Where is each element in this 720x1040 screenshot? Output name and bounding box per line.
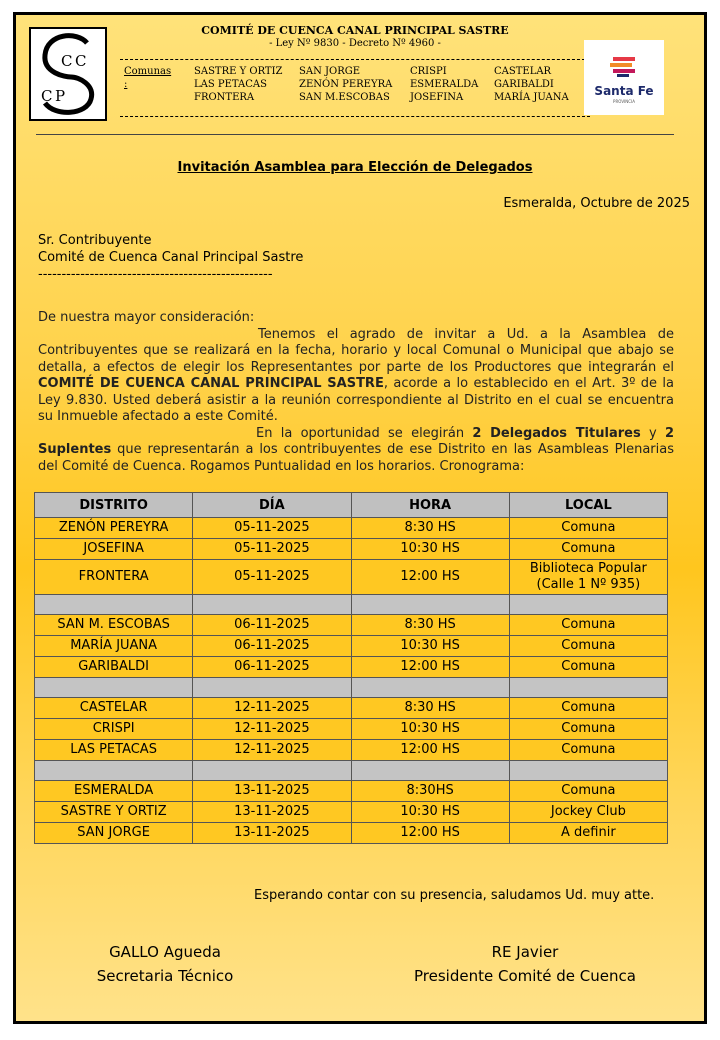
svg-text:C: C (41, 87, 53, 105)
comuna: ESMERALDA (410, 79, 479, 90)
law-decree: - Ley Nº 9830 - Decreto Nº 4960 - (269, 38, 441, 49)
comuna: SAN M.ESCOBAS (299, 92, 390, 103)
santa-fe-mark-icon (609, 56, 639, 78)
svg-text:C: C (61, 52, 73, 70)
header-rule (36, 134, 674, 135)
column-header: LOCAL (509, 493, 667, 518)
signer-name: GALLO Agueda (109, 943, 221, 961)
table-cell: 13-11-2025 (193, 802, 351, 823)
greeting: De nuestra mayor consideración: (38, 310, 255, 325)
table-row (35, 823, 668, 844)
signer-role: Presidente Comité de Cuenca (414, 967, 636, 985)
brand-sub: PROVINCIA (613, 99, 635, 104)
recipient-divider: -------------------------------------------------- (38, 267, 273, 282)
table-cell: LAS PETACAS (35, 740, 193, 761)
committee-logo (29, 27, 107, 121)
recipient-block (38, 232, 303, 283)
table-cell: FRONTERA (35, 560, 193, 595)
table-row (35, 560, 668, 595)
comuna: JOSEFINA (410, 92, 464, 103)
table-cell: 13-11-2025 (193, 823, 351, 844)
group-separator (35, 761, 668, 781)
table-cell: GARIBALDI (35, 657, 193, 678)
table-cell: Comuna (509, 719, 667, 740)
page-title: Invitación Asamblea para Elección de Delegados (177, 160, 533, 175)
svg-text:P: P (55, 87, 66, 105)
table-cell: 12:00 HS (351, 560, 509, 595)
header-divider (120, 59, 590, 60)
table-cell: Comuna (509, 698, 667, 719)
table-cell: Comuna (509, 615, 667, 636)
column-header: HORA (351, 493, 509, 518)
table-cell: Comuna (509, 740, 667, 761)
brand-name: Santa Fe (594, 84, 654, 98)
table-row (35, 802, 668, 823)
table-cell: 12-11-2025 (193, 740, 351, 761)
table-cell: CASTELAR (35, 698, 193, 719)
table-cell: 06-11-2025 (193, 615, 351, 636)
table-cell: SASTRE Y ORTIZ (35, 802, 193, 823)
table-cell: 8:30 HS (351, 615, 509, 636)
date-line: Esmeralda, Octubre de 2025 (503, 196, 690, 211)
org-title: COMITÉ DE CUENCA CANAL PRINCIPAL SASTRE (201, 24, 509, 37)
signature-right (400, 940, 650, 988)
group-separator (35, 595, 668, 615)
table-cell: ZENÓN PEREYRA (35, 518, 193, 539)
table-cell: CRISPI (35, 719, 193, 740)
table-cell: 05-11-2025 (193, 560, 351, 595)
table-row (35, 615, 668, 636)
comuna: CRISPI (410, 66, 447, 77)
table-cell: 12-11-2025 (193, 698, 351, 719)
table-row (35, 740, 668, 761)
table-cell: 10:30 HS (351, 636, 509, 657)
table-cell: 10:30 HS (351, 719, 509, 740)
header-divider (120, 116, 590, 117)
table-cell: ESMERALDA (35, 781, 193, 802)
svg-text:C: C (75, 52, 87, 70)
table-row (35, 719, 668, 740)
table-cell: 05-11-2025 (193, 539, 351, 560)
table-cell: 05-11-2025 (193, 518, 351, 539)
table-cell: 12-11-2025 (193, 719, 351, 740)
closing-line: Esperando contar con su presencia, saludamos Ud. muy atte. (254, 888, 655, 903)
letter-body (38, 310, 674, 475)
table-cell: 13-11-2025 (193, 781, 351, 802)
comuna: SAN JORGE (299, 66, 361, 77)
comuna: ZENÓN PEREYRA (299, 79, 393, 90)
table-cell: Biblioteca Popular (Calle 1 Nº 935) (509, 560, 667, 595)
signer-role: Secretaria Técnico (96, 967, 234, 985)
table-cell: Comuna (509, 657, 667, 678)
table-row (35, 518, 668, 539)
table-row (35, 539, 668, 560)
table-cell: Comuna (509, 539, 667, 560)
table-cell: Jockey Club (509, 802, 667, 823)
column-header: DISTRITO (35, 493, 193, 518)
table-row (35, 781, 668, 802)
table-row (35, 698, 668, 719)
recipient-line: Comité de Cuenca Canal Principal Sastre (38, 250, 304, 265)
comuna: MARÍA JUANA (494, 92, 569, 103)
comuna: SASTRE Y ORTIZ (194, 66, 283, 77)
table-cell: 06-11-2025 (193, 636, 351, 657)
table-cell: 8:30HS (351, 781, 509, 802)
table-cell: 8:30 HS (351, 518, 509, 539)
signer-name: RE Javier (491, 943, 559, 961)
table-cell: 12:00 HS (351, 823, 509, 844)
signature-left (80, 940, 250, 988)
table-cell: A definir (509, 823, 667, 844)
comuna: FRONTERA (194, 92, 255, 103)
table-cell: Comuna (509, 518, 667, 539)
comuna: CASTELAR (494, 66, 552, 77)
column-header: DÍA (193, 493, 351, 518)
table-cell: 06-11-2025 (193, 657, 351, 678)
table-cell: SAN M. ESCOBAS (35, 615, 193, 636)
table-row (35, 636, 668, 657)
table-cell: MARÍA JUANA (35, 636, 193, 657)
schedule-table (34, 492, 668, 844)
recipient-line: Sr. Contribuyente (38, 233, 152, 248)
comuna: GARIBALDI (494, 79, 554, 90)
table-cell: 8:30 HS (351, 698, 509, 719)
table-cell: Comuna (509, 781, 667, 802)
table-cell: 10:30 HS (351, 802, 509, 823)
table-cell: JOSEFINA (35, 539, 193, 560)
table-cell: 12:00 HS (351, 657, 509, 678)
table-cell: 12:00 HS (351, 740, 509, 761)
table-cell: Comuna (509, 636, 667, 657)
table-cell: SAN JORGE (35, 823, 193, 844)
header-block (120, 24, 590, 49)
paragraph-1: Tenemos el agrado de invitar a Ud. a la Asamblea de Contribuyentes que se realizará en la fecha, horario y local Comunal o Municipal que abajo se detalla, a efectos de elegir los Representantes por parte de los Productores que integrarán el COMITÉ DE CUENCA CANAL PRINCIPAL SASTRE, acorde a lo establecido en el Art. 3º de la Ley 9.830. Usted deberá asistir a la reunión correspondiente al Distrito en el cual se encuentra su Inmueble afectado a este Comité. (38, 326, 674, 424)
group-separator (35, 678, 668, 698)
table-row (35, 657, 668, 678)
comuna: LAS PETACAS (194, 79, 267, 90)
table-cell: 10:30 HS (351, 539, 509, 560)
santa-fe-logo (584, 40, 664, 115)
comunas-label: Comunas : (124, 66, 172, 90)
paragraph-2: En la oportunidad se elegirán 2 Delegados Titulares y 2 Suplentes que representarán a los contribuyentes de ese Distrito en las Asambleas Plenarias del Comité de Cuenca. Rogamos Puntualidad en los horarios. Cronograma: (38, 425, 674, 474)
